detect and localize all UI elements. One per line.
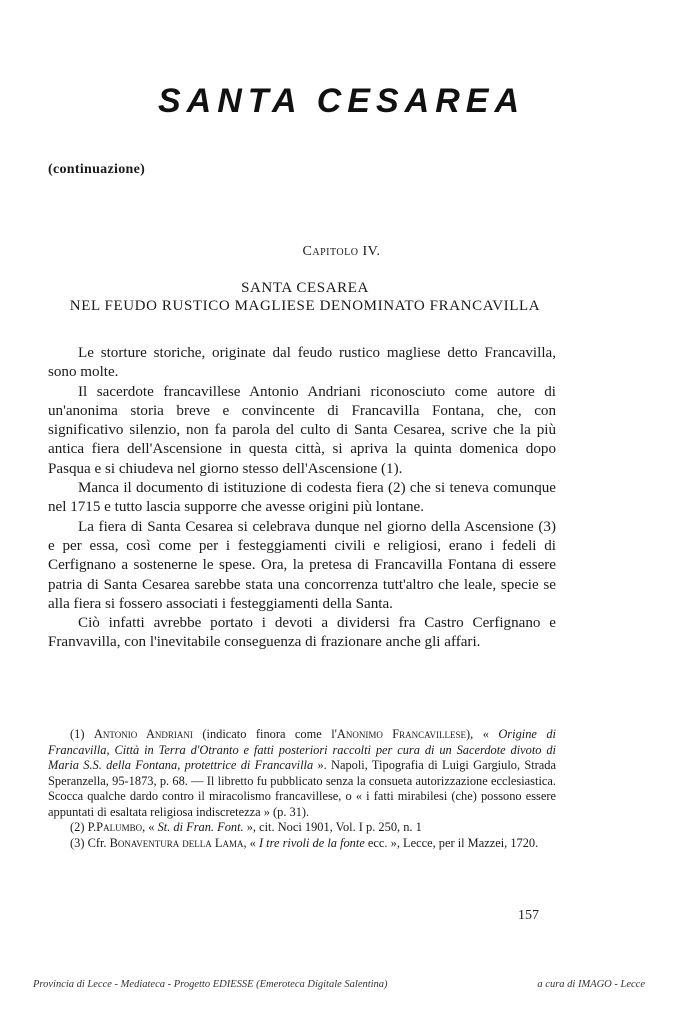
footnote-text: », cit. Noci 1901, Vol. I p. 250, n. 1 [243,820,422,834]
footnote-book-title: I tre rivoli de la fonte [258,835,365,850]
footnote-text: ), « [466,727,499,741]
footnote-text: Cfr. [87,835,110,850]
paragraph: Il sacerdote francavillese Antonio Andriani riconosciuto come autore di un'anonima storia breve e convincente di Francavilla Fontana, che, con significativo silenzio, non fa parola del culto di Santa Cesarea, scrive che la più antica fiera dell'Ascensione in questa città, si apriva la quinta domenica dopo Pasqua e si chiudeva nel giorno stesso dell'Ascensione (1). [48,383,556,477]
article-title: SANTA CESAREA [157,82,526,120]
footer-credit: a cura di IMAGO - Lecce [537,979,645,990]
footnote-author: Antonio Andriani [93,727,193,741]
footnote-1 [48,727,556,820]
footnote-text: ecc. », Lecce, per il Mazzei, 1720. [364,835,539,850]
page-number: 157 [518,908,539,923]
footnote-anonymous: Anonimo Francavillese [336,727,467,741]
footnote-book-title: Origine di Francavilla, Città in Terra d'Otranto e fatti posteriori raccolti per cura di un Sacerdote divoto di Maria S.S. della Fontana, protettrice di Francavilla [48,727,556,772]
section-title-line-2: NEL FEUDO RUSTICO MAGLIESE DENOMINATO FRANCAVILLA [69,298,541,314]
body-text [48,344,556,653]
footnote-number: (2) [70,820,85,834]
footnote-text: (indicato finora come l' [192,727,337,741]
footnote-text: , « [243,835,259,850]
footnote-2 [48,820,556,836]
paragraph: Le storture storiche, originate dal feudo rustico magliese detto Francavilla, sono molte. [48,345,556,381]
footnote-text: , « [142,820,158,834]
paragraph: Ciò infatti avrebbe portato i devoti a dividersi fra Castro Cerfignano e Franvavilla, con l'inevitabile conseguenza di frazionare anche gli affari. [48,615,556,651]
footnote-text: ». Napoli, Tipografia di Luigi Gargiulo, Strada Speranzella, 95-1873, p. 68. — Il libretto fu pubblicato senza la consueta autorizzazione ecclesiastica. Scocca qualche dardo contro il miracolismo francavillese, o « i fatti mirabilesi (che) possono essere appuntati di esaltata religiosa indiscretezza » (p. 31). [48,758,556,819]
chapter-heading: Capitolo IV. [302,244,381,259]
paragraph: Manca il documento di istituzione di codesta fiera (2) che si teneva comunque nel 1715 e tutto lascia supporre che avesse origini più lontane. [48,480,556,516]
footnote-author: Bonaventura della Lama [109,835,244,850]
footnote-author: P.Palumbo [87,820,143,834]
continuation-label: (continuazione) [48,162,146,177]
footnote-book-title: St. di Fran. Font. [157,820,244,834]
footnote-3 [48,836,556,852]
footnote-number: (1) [70,727,85,741]
footer-source: Provincia di Lecce - Mediateca - Progetto EDIESSE (Emeroteca Digitale Salentina) [33,979,388,990]
footnote-number: (3) [70,835,85,850]
paragraph: La fiera di Santa Cesarea si celebrava dunque nel giorno della Ascensione (3) e per essa, così come per i festeggiamenti civili e religiosi, erano i fedeli di Cerfignano a sostenerne le spese. Ora, la pretesa di Francavilla Fontana di essere patria di Santa Cesarea sarebbe stata una concorrenza tutt'altro che leale, specie se alla fiera si fossero associati i festeggiamenti della Santa. [48,518,556,612]
section-title-line-1: SANTA CESAREA [241,280,369,296]
footnotes [48,727,556,851]
